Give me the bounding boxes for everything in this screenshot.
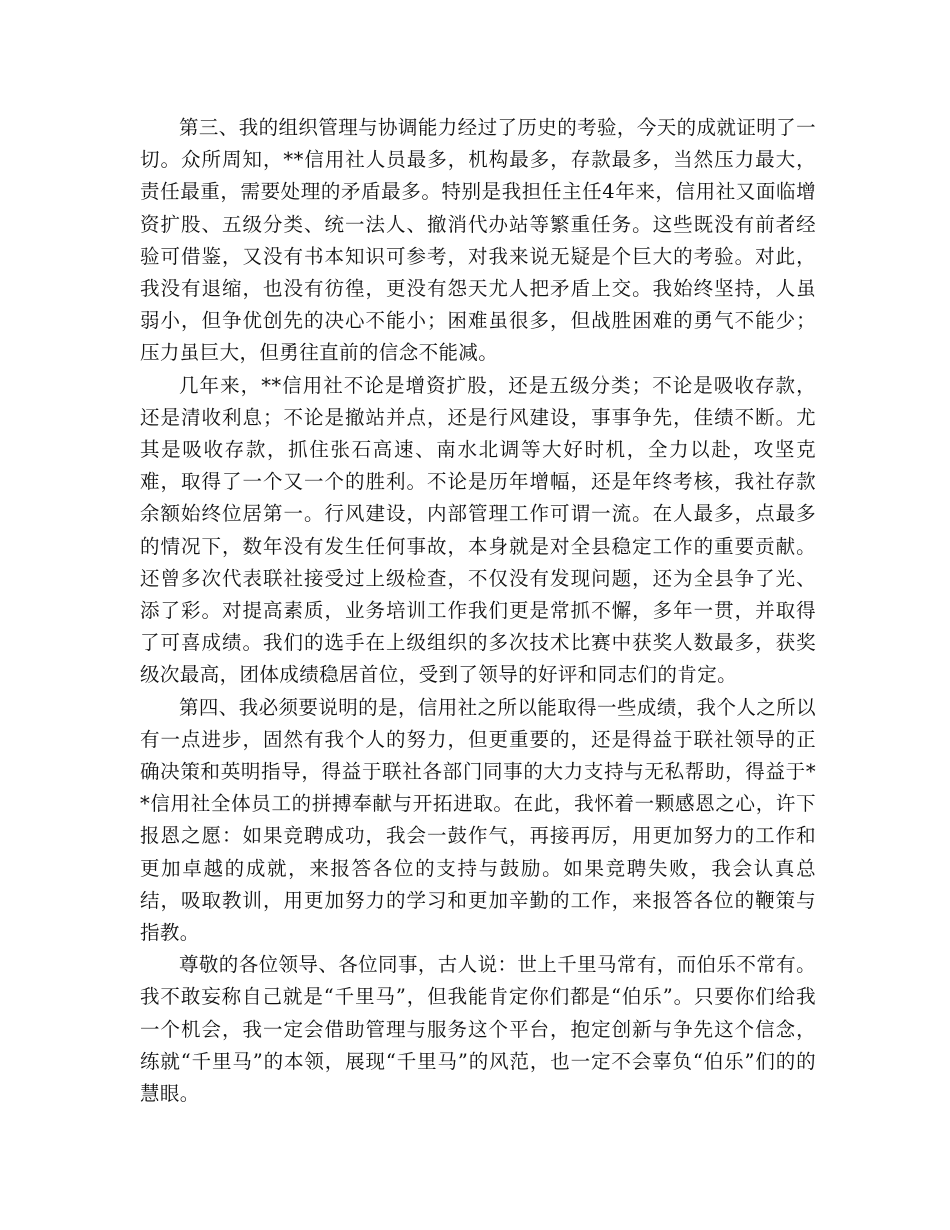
- document-page: [140, 112, 816, 1110]
- paragraph-third-point: 第三、我的组织管理与协调能力经过了历史的考验，今天的成就证明了一切。众所周知，**信用社人员最多，机构最多，存款最多，当然压力最大，责任最重，需要处理的矛盾最多。特别是我担任主任4年来，信用社又面临增资扩股、五级分类、统一法人、撤消代办站等繁重任务。这些既没有前者经验可借鉴，又没有书本知识可参考，对我来说无疑是个巨大的考验。对此，我没有退缩，也没有彷徨，更没有怨天尤人把矛盾上交。我始终坚持，人虽弱小，但争优创先的决心不能小；困难虽很多，但战胜困难的勇气不能少；压力虽巨大，但勇往直前的信念不能减。: [140, 116, 816, 365]
- paragraph-fourth-point: 第四、我必须要说明的是，信用社之所以能取得一些成绩，我个人之所以有一点进步，固然有我个人的努力，但更重要的，还是得益于联社领导的正确决策和英明指导，得益于联社各部门同事的大力支持与无私帮助，得益于**信用社全体员工的拼搏奉献与开拓进取。在此，我怀着一颗感恩之心，许下报恩之愿：如果竞聘成功，我会一鼓作气，再接再厉，用更加努力的工作和更加卓越的成就，来报答各位的支持与鼓励。如果竞聘失败，我会认真总结，吸取教训，用更加努力的学习和更加辛勤的工作，来报答各位的鞭策与指教。: [140, 695, 816, 945]
- paragraph-closing: 尊敬的各位领导、各位同事，古人说：世上千里马常有，而伯乐不常有。我不敢妄称自己就是“千里马”，但我能肯定你们都是“伯乐”。只要你们给我一个机会，我一定会借助管理与服务这个平台，抱定创新与争先这个信念，练就“千里马”的本领，展现“千里马”的风范，也一定不会辜负“伯乐”们的的慧眼。: [140, 953, 816, 1106]
- paragraph-achievements: 几年来，**信用社不论是增资扩股，还是五级分类；不论是吸收存款，还是清收利息；不论是撤站并点，还是行风建设，事事争先，佳绩不断。尤其是吸收存款，抓住张石高速、南水北调等大好时机，全力以赴，攻坚克难，取得了一个又一个的胜利。不论是历年增幅，还是年终考核，我社存款余额始终位居第一。行风建设，内部管理工作可谓一流。在人最多，点最多的情况下，数年没有发生任何事故，本身就是对全县稳定工作的重要贡献。还曾多次代表联社接受过上级检查，不仅没有发现问题，还为全县争了光、添了彩。对提高素质，业务培训工作我们更是常抓不懈，多年一贯，并取得了可喜成绩。我们的选手在上级组织的多次技术比赛中获奖人数最多，获奖级次最高，团体成绩稳居首位，受到了领导的好评和同志们的肯定。: [140, 373, 816, 687]
